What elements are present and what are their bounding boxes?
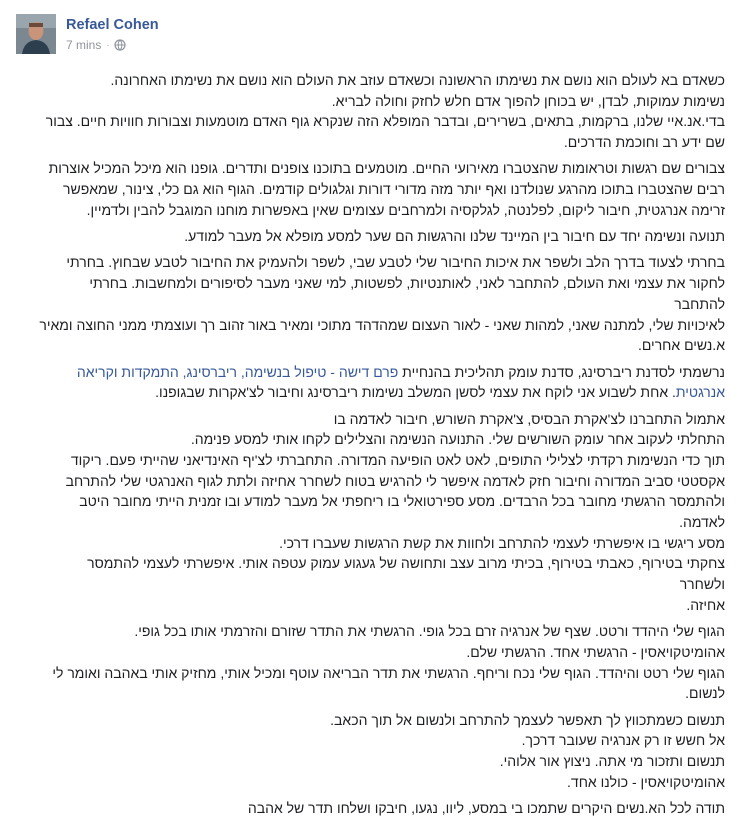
post-text-line: אל חשש זו רק אנרגיה שעובר דרכך. bbox=[521, 732, 725, 749]
post-text-line: צבורים שם רגשות וטראומות שהצטברו מאירועי החיים. מוטמעים בתוכנו צופנים ותדרים. גופנו הוא מיכל המכיל אוצרות bbox=[48, 160, 725, 177]
page-mention-link[interactable]: פרם דישה - טיפול בנשימה, ריברסינג, התמקדות וקריאה bbox=[76, 363, 399, 380]
post-text-line: אקסטטי סביב המדורה וחיבור חזק לאדמה איפשר לי להרגיש בטוח לשחרר אחיזה ולתת לגוף האנרגטי שלי להתרחב bbox=[65, 472, 725, 489]
separator-dot: · bbox=[106, 39, 110, 50]
post-paragraph bbox=[38, 158, 725, 220]
post-paragraph bbox=[38, 621, 725, 704]
avatar-photo-icon bbox=[16, 14, 56, 54]
page-mention-link[interactable]: אנרגטית bbox=[675, 384, 725, 401]
post-text-line: בחרתי לצעוד בדרך הלב ולשפר את איכות החיבור שלי לטבע שבי, לשפר ולהעמיק את החיבור לטבע שבחוץ. בחרתי bbox=[66, 254, 725, 271]
post-text-line bbox=[38, 382, 725, 403]
post-text-line: תודה לכל הא.נשים היקרים שתמכו בי במסע, ליוו, נגעו, חיבקו ושלחו תדר של אהבה bbox=[247, 799, 725, 816]
post-text-line: בדי.אנ.איי שלנו, ברקמות, בתאים, בשרירים, ובדבר המופלא הזה שנקרא גוף האדם מוטמעות וצבורות חוויות חיים. צבור bbox=[45, 113, 725, 130]
post-text-line: נשימות עמוקות, לבדן, יש בכוחן להפוך אדם חלש לחזק וחולה לבריא. bbox=[331, 92, 725, 109]
post-text-line: אהומיטקויאסין - הרגשתי אחד. הרגשתי שלם. bbox=[466, 643, 725, 660]
post-text-line: הגוף שלי רטט והיהדד. הגוף שלי נכח וריחף. הרגשתי את תדר הבריאה עוטף ומכיל אותי, מחזיק אותי באהבה ואומר לי bbox=[52, 664, 725, 681]
post-text-line: זרימה אנרגטית, חיבור ליקום, לפלנטה, לגלקסיה ולמרחבים עצומים שאין באפשרות מוחנו המוגבל להבין ולדמיין. bbox=[86, 201, 725, 218]
post-text-line: כשאדם בא לעולם הוא נושם את נשימתו הראשונה וכשאדם עוזב את העולם הוא נושם את נשימתו האחרונה. bbox=[110, 72, 725, 88]
author-avatar[interactable] bbox=[16, 14, 56, 54]
post-text-line: צחקתי בטירוף, כאבתי בטירוף, בכיתי מרוב עצב ותחושה של געגוע עמוק עטפה אותי. איפשרתי לעצמי להתמסר ולשחרר bbox=[87, 555, 725, 593]
post-paragraph bbox=[38, 70, 725, 153]
post-paragraph bbox=[38, 409, 725, 616]
post-subline bbox=[66, 37, 159, 53]
post-text-line: רבים שהצטברו בתוכו מהרגע שנולדנו ואף יותר מזה מדורי דורות וגלגולים קודמים. הגוף הוא גם כלי, צינור, שמאפשר bbox=[63, 181, 725, 198]
post-text-line: תוך כדי הנשימות רקדתי לצלילי התופים, לאט לאט הופיעה המדורה. התחברתי לצ'יף האינדיאני שהייתי פעם. ריקוד bbox=[70, 451, 725, 468]
post-text-line: התחלתי לעקוב אחר עומק השורשים שלי. התנועה הנשימה והצלילים לקחו אותי למסע פנימה. bbox=[190, 431, 725, 448]
post-text-line: אהומיטקויאסין - כולנו אחד. bbox=[567, 773, 725, 790]
post-text-line: אחיזה. bbox=[686, 596, 725, 613]
post-paragraph bbox=[38, 226, 725, 247]
post-text-line: שם ידע רב וחוכמת הדרכים. bbox=[563, 134, 725, 151]
post-text-line: לאיכויות שלי, למתנה שאני, למהות שאני - לאור העצום שמהדהד מתוכי ומאיר באור זהוב רך ועוצמתי ממני החוצה ומאיר bbox=[39, 316, 725, 333]
post-text-line: א.נשים אחרים. bbox=[637, 337, 725, 354]
post-text-segment: . אחת לשבוע אני לוקח את עצמי לסשן המשלב נשימות ריברסינג וחיבור לצ'אקרות שבגופנו. bbox=[155, 384, 676, 401]
post-text-segment: נרשמתי לסדנת ריברסינג, סדנת עומק תהליכית בהנחיית bbox=[398, 363, 725, 380]
post-body bbox=[10, 58, 731, 819]
post-text-line bbox=[38, 362, 725, 383]
post-header bbox=[10, 10, 731, 58]
post-paragraph bbox=[38, 710, 725, 793]
post-text-line: תנשום ותזכור מי אתה. ניצוץ אור אלוהי. bbox=[499, 752, 725, 769]
post-text-line: לחקור את עצמי ואת העולם, להתחבר לאני, לאותנטיות, לפשטות, למי שאני מעבר לסיפורים ולמחשבות. בחרתי להתחבר bbox=[89, 275, 725, 312]
post-text-line: תנועה ונשימה יחד עם חיבור בין המיינד שלנו והרגשות הם שער למסע מופלא אל מעבר למודע. bbox=[184, 228, 725, 245]
post-text-line: מסע ריגשי בו איפשרתי לעצמי להתרחב ולחוות את קשת הרגשות שעברו דרכי. bbox=[279, 534, 725, 551]
post-text-line: הגוף שלי היהדד ורטט. שצף של אנרגיה זרם בכל גופי. הרגשתי את התדר שזורם והזרמתי אותו בכל גופי. bbox=[134, 623, 725, 640]
author-name[interactable]: Refael Cohen bbox=[66, 16, 159, 33]
post-text-line: תנשום כשמתכווץ לך תאפשר לעצמך להתרחב ולנשום אל תוך הכאב. bbox=[330, 711, 725, 728]
post-meta bbox=[66, 16, 159, 53]
post-paragraph bbox=[38, 252, 725, 356]
globe-icon[interactable] bbox=[114, 39, 126, 51]
post-text-line: אתמול התחברנו לצ'אקרת הבסיס, צ'אקרת השורש, חיבור לאדמה בו bbox=[333, 410, 725, 427]
post-text-line: לנשום. bbox=[685, 685, 725, 702]
post-paragraph bbox=[38, 798, 725, 819]
post-paragraph bbox=[38, 362, 725, 403]
post-timestamp[interactable]: 7 mins bbox=[66, 37, 102, 52]
post-text-line: ולהתמסר הרגשתי מחובר בכל הרבדים. מסע ספירטואלי בו ריחפתי אל מעבר למודע ובו זמנית הייתי מחובר היטב לאדמה. bbox=[79, 493, 725, 531]
